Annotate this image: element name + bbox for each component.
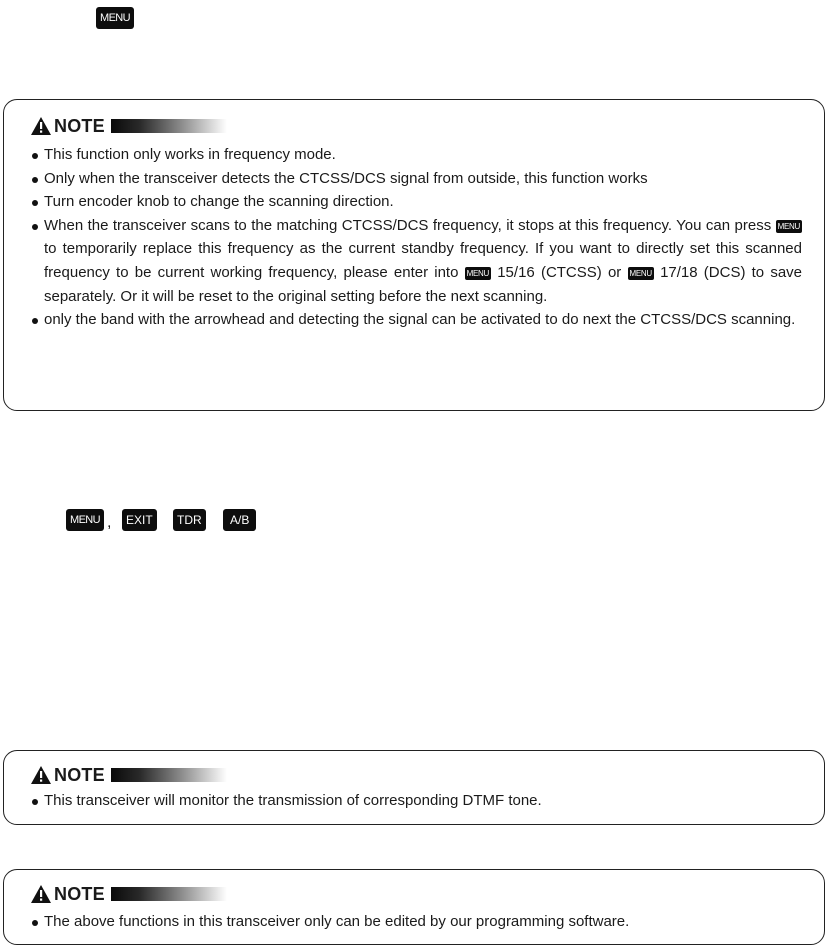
note-list [32, 910, 806, 934]
note-title: NOTE [54, 883, 105, 904]
menu-key-inline: MENU [466, 268, 490, 278]
note-gradient-bar [111, 887, 227, 901]
note-box-software [3, 869, 825, 945]
list-item: Only when the transceiver detects the CTCSS/DCS signal from outside, this function works [32, 167, 806, 191]
warning-icon [31, 885, 51, 903]
note-gradient-bar [111, 119, 227, 133]
menu-key-inline: MENU [777, 221, 800, 231]
list-item: only the band with the arrowhead and detecting the signal can be activated to do next the CTCSS/DCS scanning. [32, 308, 806, 332]
note-header [31, 884, 227, 904]
note-list [32, 143, 806, 332]
tdr-key: TDR [173, 509, 206, 531]
note-box-scan [3, 99, 825, 411]
ab-key: A/B [223, 509, 256, 531]
list-item: Turn encoder knob to change the scanning direction. [32, 190, 806, 214]
list-item [32, 214, 806, 308]
note-box-dtmf [3, 750, 825, 825]
item-text: 15/16 (CTCSS) or [497, 263, 622, 281]
item-text: to temporarily replace this frequency as the current standby frequency. If you want to directly set this scanned frequency to be current working frequency, please enter into [44, 240, 802, 281]
note-title: NOTE [54, 764, 105, 785]
menu-key-inline: MENU [629, 268, 652, 278]
list-item: The above functions in this transceiver only can be edited by our programming software. [32, 910, 806, 934]
note-header [31, 116, 227, 136]
separator: , [107, 514, 112, 531]
item-text: 17/18 (DCS) to save separately. Or it will be reset to the original setting before the next scanning. [44, 263, 803, 305]
note-header [31, 765, 227, 785]
note-gradient-bar [111, 768, 227, 782]
warning-icon [31, 766, 51, 784]
note-title: NOTE [54, 115, 105, 136]
menu-key-label: MENU [96, 7, 134, 29]
list-item: This transceiver will monitor the transmission of corresponding DTMF tone. [32, 789, 806, 813]
warning-icon [31, 117, 51, 135]
note-list [32, 789, 806, 813]
list-item: This function only works in frequency mode. [32, 143, 806, 167]
item-text: When the transceiver scans to the matching CTCSS/DCS frequency, it stops at this frequency. You can press [44, 216, 772, 234]
menu-key: MENU [66, 509, 104, 531]
exit-key: EXIT [122, 509, 157, 531]
